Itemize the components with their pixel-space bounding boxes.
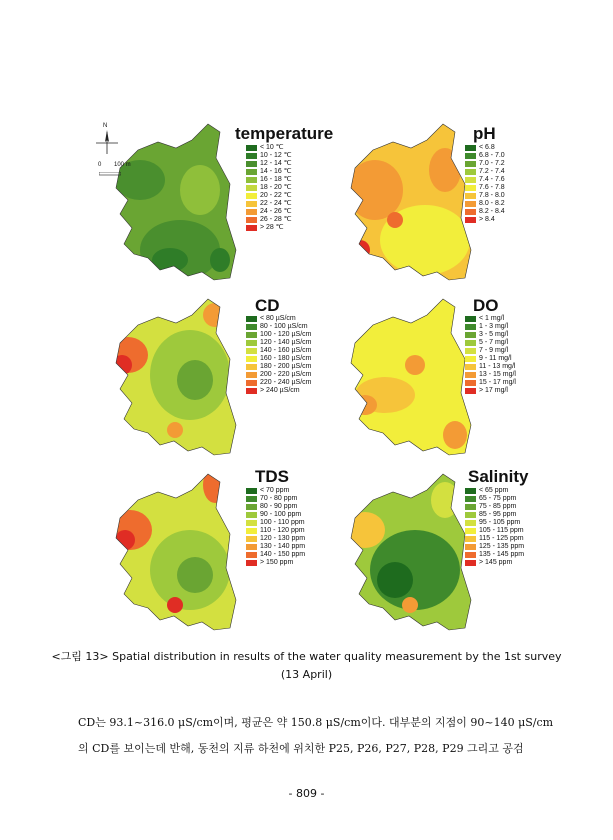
panel-title-tds: TDS bbox=[255, 467, 289, 486]
legend-ph bbox=[465, 144, 505, 224]
legend-swatch bbox=[246, 316, 257, 322]
legend-item bbox=[465, 355, 516, 363]
legend-swatch bbox=[246, 512, 257, 518]
page-number: - 809 - bbox=[288, 787, 325, 800]
legend-item bbox=[246, 387, 312, 395]
legend-label: < 65 ppm bbox=[479, 487, 509, 494]
legend-item bbox=[465, 331, 516, 339]
legend-label: > 8.4 bbox=[479, 216, 495, 223]
legend-item bbox=[465, 160, 505, 168]
legend-swatch bbox=[465, 185, 476, 191]
legend-item bbox=[246, 152, 292, 160]
legend-swatch bbox=[246, 536, 257, 542]
legend-label: 7.2 - 7.4 bbox=[479, 168, 505, 175]
legend-swatch bbox=[465, 372, 476, 378]
panel-title-do: DO bbox=[473, 296, 499, 315]
legend-swatch bbox=[246, 340, 257, 346]
legend-swatch bbox=[465, 496, 476, 502]
legend-swatch bbox=[465, 488, 476, 494]
legend-swatch bbox=[246, 356, 257, 362]
legend-item bbox=[246, 192, 292, 200]
legend-item bbox=[465, 208, 505, 216]
legend-item bbox=[246, 200, 292, 208]
legend-item bbox=[465, 323, 516, 331]
legend-label: < 10 ℃ bbox=[260, 144, 284, 151]
legend-swatch bbox=[465, 145, 476, 151]
legend-swatch bbox=[465, 193, 476, 199]
legend-swatch bbox=[465, 153, 476, 159]
legend-swatch bbox=[246, 520, 257, 526]
legend-swatch bbox=[465, 364, 476, 370]
legend-swatch bbox=[246, 324, 257, 330]
legend-label: 125 - 135 ppm bbox=[479, 543, 525, 550]
legend-swatch bbox=[246, 161, 257, 167]
legend-item bbox=[246, 339, 312, 347]
legend-item bbox=[246, 168, 292, 176]
legend-label: 95 - 105 ppm bbox=[479, 519, 521, 526]
legend-swatch bbox=[465, 217, 476, 223]
panel-title-salinity: Salinity bbox=[468, 467, 529, 486]
legend-swatch bbox=[246, 217, 257, 223]
legend-swatch bbox=[246, 209, 257, 215]
legend-item bbox=[465, 184, 505, 192]
legend-label: > 145 ppm bbox=[479, 559, 513, 566]
legend-swatch bbox=[246, 560, 257, 566]
legend-swatch bbox=[246, 185, 257, 191]
legend-swatch bbox=[465, 324, 476, 330]
legend-item bbox=[465, 200, 505, 208]
legend-label: 22 - 24 ℃ bbox=[260, 200, 292, 207]
legend-swatch bbox=[246, 348, 257, 354]
legend-item bbox=[246, 224, 292, 232]
legend-item bbox=[246, 527, 305, 535]
legend-label: 12 - 14 ℃ bbox=[260, 160, 292, 167]
legend-swatch bbox=[465, 201, 476, 207]
legend-item bbox=[246, 144, 292, 152]
legend-item bbox=[465, 363, 516, 371]
legend-item bbox=[465, 487, 524, 495]
legend-label: 120 - 140 µS/cm bbox=[260, 339, 312, 346]
legend-item bbox=[246, 511, 305, 519]
legend-label: 7 - 9 mg/l bbox=[479, 347, 509, 354]
legend-item bbox=[465, 543, 524, 551]
legend-swatch bbox=[246, 332, 257, 338]
legend-label: 13 - 15 mg/l bbox=[479, 371, 516, 378]
legend-item bbox=[246, 559, 305, 567]
legend-label: < 80 µS/cm bbox=[260, 315, 296, 322]
legend-item bbox=[246, 371, 312, 379]
legend-label: 80 - 100 µS/cm bbox=[260, 323, 308, 330]
legend-label: 9 - 11 mg/l bbox=[479, 355, 512, 362]
legend-label: > 150 ppm bbox=[260, 559, 294, 566]
legend-item bbox=[465, 371, 516, 379]
legend-label: 7.8 - 8.0 bbox=[479, 192, 505, 199]
legend-label: 220 - 240 µS/cm bbox=[260, 379, 312, 386]
legend-label: 7.0 - 7.2 bbox=[479, 160, 505, 167]
legend-item bbox=[465, 519, 524, 527]
legend-swatch bbox=[465, 504, 476, 510]
north-label: N bbox=[103, 123, 108, 129]
scale-bar bbox=[99, 172, 121, 176]
legend-swatch bbox=[465, 356, 476, 362]
legend-label: 115 - 125 ppm bbox=[479, 535, 524, 542]
legend-swatch bbox=[246, 364, 257, 370]
legend-item bbox=[246, 495, 305, 503]
legend-swatch bbox=[246, 544, 257, 550]
legend-swatch bbox=[246, 496, 257, 502]
legend-swatch bbox=[246, 372, 257, 378]
legend-swatch bbox=[246, 193, 257, 199]
legend-item bbox=[246, 487, 305, 495]
legend-swatch bbox=[465, 209, 476, 215]
legend-label: 140 - 150 ppm bbox=[260, 551, 306, 558]
legend-item bbox=[246, 184, 292, 192]
legend-item bbox=[465, 216, 505, 224]
legend-item bbox=[465, 144, 505, 152]
legend-item bbox=[246, 551, 305, 559]
scale-label: 100 m bbox=[114, 162, 131, 168]
legend-label: 1 - 3 mg/l bbox=[479, 323, 509, 330]
legend-swatch bbox=[246, 225, 257, 231]
legend-swatch bbox=[465, 388, 476, 394]
legend-item bbox=[465, 176, 505, 184]
legend-swatch bbox=[465, 316, 476, 322]
legend-swatch bbox=[246, 169, 257, 175]
legend-label: 14 - 16 ℃ bbox=[260, 168, 292, 175]
map-ph bbox=[345, 120, 485, 290]
legend-label: 75 - 85 ppm bbox=[479, 503, 517, 510]
legend-swatch bbox=[246, 153, 257, 159]
legend-cd bbox=[246, 315, 312, 395]
legend-swatch bbox=[465, 544, 476, 550]
legend-item bbox=[246, 323, 312, 331]
legend-swatch bbox=[465, 169, 476, 175]
legend-swatch bbox=[246, 504, 257, 510]
legend-label: 110 - 120 ppm bbox=[260, 527, 305, 534]
legend-label: 105 - 115 ppm bbox=[479, 527, 524, 534]
legend-label: 5 - 7 mg/l bbox=[479, 339, 509, 346]
legend-label: 24 - 26 ℃ bbox=[260, 208, 292, 215]
figure-caption bbox=[40, 648, 573, 684]
legend-label: 85 - 95 ppm bbox=[479, 511, 517, 518]
legend-label: 8.0 - 8.2 bbox=[479, 200, 505, 207]
legend-swatch bbox=[465, 380, 476, 386]
legend-swatch bbox=[465, 520, 476, 526]
legend-label: 80 - 90 ppm bbox=[260, 503, 298, 510]
legend-item bbox=[465, 503, 524, 511]
legend-item bbox=[465, 315, 516, 323]
legend-item bbox=[465, 559, 524, 567]
legend-item bbox=[246, 379, 312, 387]
legend-swatch bbox=[465, 536, 476, 542]
legend-swatch bbox=[465, 560, 476, 566]
legend-item bbox=[246, 160, 292, 168]
legend-tds bbox=[246, 487, 305, 567]
legend-item bbox=[465, 192, 505, 200]
legend-label: 6.8 - 7.0 bbox=[479, 152, 505, 159]
panel-title-cd: CD bbox=[255, 296, 280, 315]
legend-item bbox=[465, 339, 516, 347]
legend-swatch bbox=[465, 512, 476, 518]
legend-swatch bbox=[246, 380, 257, 386]
legend-swatch bbox=[465, 348, 476, 354]
legend-label: 16 - 18 ℃ bbox=[260, 176, 292, 183]
legend-label: > 17 mg/l bbox=[479, 387, 508, 394]
legend-label: 26 - 28 ℃ bbox=[260, 216, 292, 223]
legend-item bbox=[246, 315, 312, 323]
body-paragraph-line-1: CD는 93.1~316.0 μS/cm이며, 평균은 약 150.8 μS/cm이다. 대부분의 지점이 90~140 μS/cm bbox=[78, 716, 554, 729]
legend-label: 130 - 140 ppm bbox=[260, 543, 306, 550]
legend-item bbox=[465, 535, 524, 543]
legend-label: 7.4 - 7.6 bbox=[479, 176, 505, 183]
legend-swatch bbox=[246, 388, 257, 394]
legend-label: 200 - 220 µS/cm bbox=[260, 371, 312, 378]
panel-title-ph: pH bbox=[473, 124, 496, 143]
legend-do bbox=[465, 315, 516, 395]
legend-item bbox=[465, 511, 524, 519]
legend-item bbox=[246, 208, 292, 216]
legend-label: > 28 ℃ bbox=[260, 224, 284, 231]
scale-zero-label: 0 bbox=[98, 162, 102, 168]
legend-swatch bbox=[246, 177, 257, 183]
legend-label: 160 - 180 µS/cm bbox=[260, 355, 312, 362]
map-cd bbox=[108, 295, 250, 465]
map-salinity bbox=[345, 470, 485, 640]
legend-label: 20 - 22 ℃ bbox=[260, 192, 292, 199]
panel-title-temperature: temperature bbox=[235, 124, 334, 143]
legend-label: < 6.8 bbox=[479, 144, 495, 151]
map-temperature bbox=[110, 120, 250, 290]
legend-label: 18 - 20 ℃ bbox=[260, 184, 292, 191]
legend-swatch bbox=[246, 488, 257, 494]
legend-label: 90 - 100 ppm bbox=[260, 511, 302, 518]
legend-swatch bbox=[465, 340, 476, 346]
legend-label: 10 - 12 ℃ bbox=[260, 152, 292, 159]
legend-label: 7.6 - 7.8 bbox=[479, 184, 505, 191]
legend-label: 70 - 80 ppm bbox=[260, 495, 298, 502]
legend-item bbox=[246, 355, 312, 363]
legend-label: > 240 µS/cm bbox=[260, 387, 300, 394]
legend-item bbox=[246, 503, 305, 511]
legend-label: 120 - 130 ppm bbox=[260, 535, 306, 542]
legend-swatch bbox=[465, 552, 476, 558]
legend-label: < 1 mg/l bbox=[479, 315, 505, 322]
legend-item bbox=[465, 527, 524, 535]
legend-swatch bbox=[246, 528, 257, 534]
legend-item bbox=[246, 363, 312, 371]
map-do bbox=[345, 295, 485, 465]
body-paragraph-line-2: 의 CD를 보이는데 반해, 동천의 지류 하천에 위치한 P25, P26, P27, P28, P29 그리고 공검 bbox=[78, 742, 524, 755]
legend-label: 135 - 145 ppm bbox=[479, 551, 525, 558]
legend-item bbox=[246, 331, 312, 339]
legend-swatch bbox=[465, 161, 476, 167]
legend-swatch bbox=[246, 201, 257, 207]
legend-temperature bbox=[246, 144, 292, 232]
legend-item bbox=[246, 535, 305, 543]
legend-label: 100 - 110 ppm bbox=[260, 519, 305, 526]
legend-label: 100 - 120 µS/cm bbox=[260, 331, 312, 338]
legend-swatch bbox=[465, 528, 476, 534]
water-quality-figure bbox=[80, 110, 540, 650]
legend-item bbox=[246, 519, 305, 527]
legend-item bbox=[465, 387, 516, 395]
legend-item bbox=[465, 347, 516, 355]
legend-swatch bbox=[246, 552, 257, 558]
legend-item bbox=[465, 379, 516, 387]
legend-label: 140 - 160 µS/cm bbox=[260, 347, 312, 354]
caption-line-1: <그림 13> Spatial distribution in results of the water quality measurement by the 1st survey bbox=[51, 650, 562, 663]
legend-label: 11 - 13 mg/l bbox=[479, 363, 516, 370]
legend-swatch bbox=[465, 332, 476, 338]
legend-salinity bbox=[465, 487, 524, 567]
legend-item bbox=[246, 543, 305, 551]
legend-label: 180 - 200 µS/cm bbox=[260, 363, 312, 370]
map-tds bbox=[108, 467, 250, 640]
legend-swatch bbox=[465, 177, 476, 183]
legend-label: 15 - 17 mg/l bbox=[479, 379, 516, 386]
legend-item bbox=[465, 152, 505, 160]
legend-label: 8.2 - 8.4 bbox=[479, 208, 505, 215]
legend-item bbox=[465, 551, 524, 559]
legend-label: < 70 ppm bbox=[260, 487, 290, 494]
legend-item bbox=[465, 495, 524, 503]
caption-line-2: (13 April) bbox=[280, 668, 333, 681]
legend-item bbox=[465, 168, 505, 176]
legend-label: 65 - 75 ppm bbox=[479, 495, 517, 502]
legend-label: 3 - 5 mg/l bbox=[479, 331, 509, 338]
legend-item bbox=[246, 347, 312, 355]
legend-item bbox=[246, 216, 292, 224]
legend-item bbox=[246, 176, 292, 184]
legend-swatch bbox=[246, 145, 257, 151]
